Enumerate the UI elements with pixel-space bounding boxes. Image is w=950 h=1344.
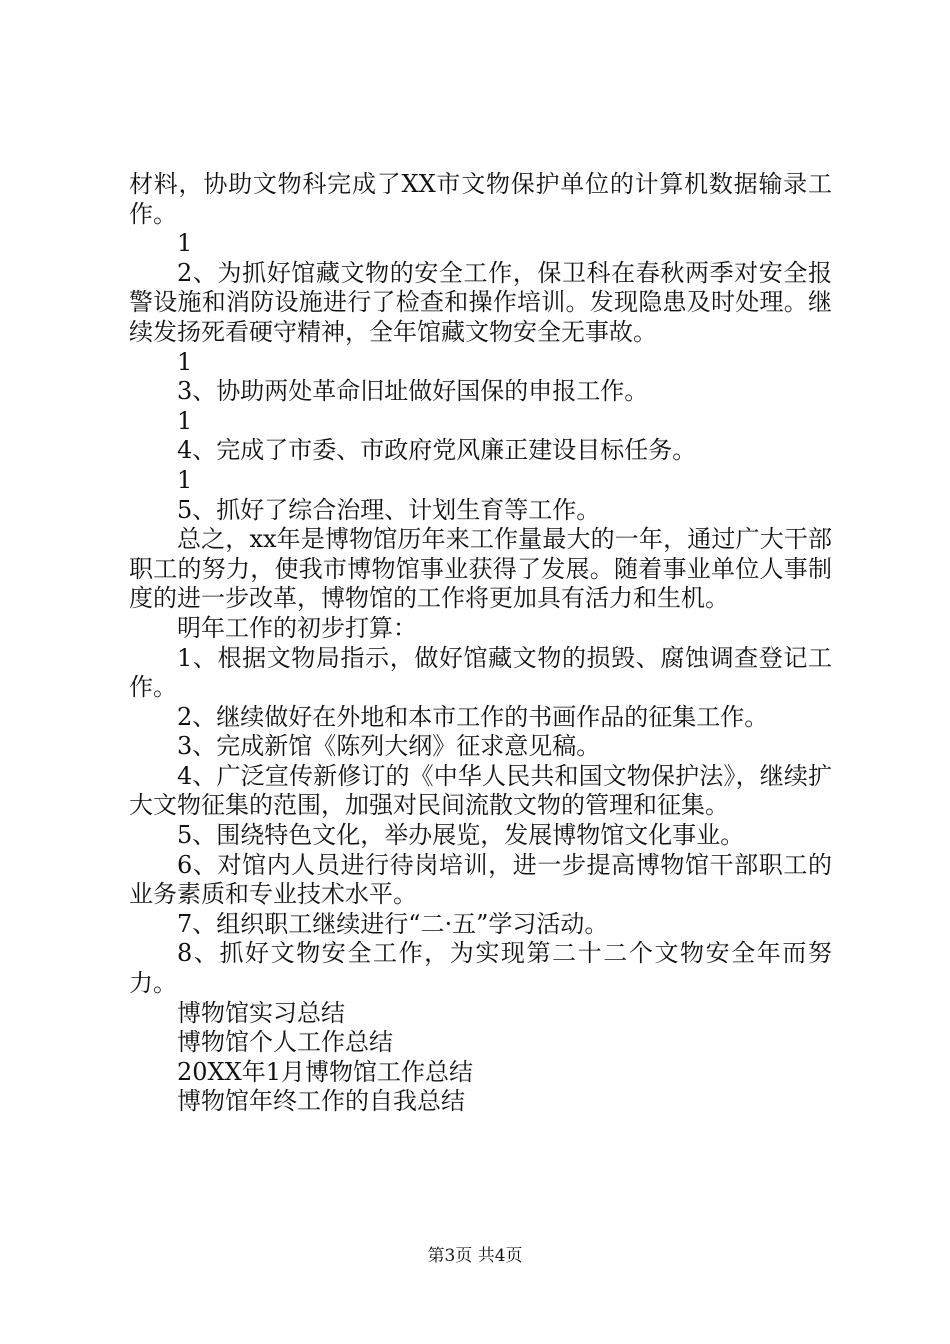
body-paragraph: 博物馆个人工作总结	[177, 1028, 393, 1057]
body-paragraph: 7、组织职工继续进行“二·五”学习活动。	[177, 909, 609, 938]
page-footer: 第3页 共4页	[427, 1246, 523, 1266]
body-paragraph: 1	[177, 229, 193, 258]
body-paragraph: 博物馆年终工作的自我总结	[177, 1087, 465, 1116]
body-paragraph: 2、继续做好在外地和本市工作的书画作品的征集工作。	[177, 702, 769, 731]
body-paragraph: 1、根据文物局指示，做好馆藏文物的损毁、腐蚀调查登记工作。	[129, 643, 832, 702]
body-paragraph: 明年工作的初步打算：	[177, 613, 417, 642]
body-paragraph: 1	[177, 465, 193, 494]
body-paragraph: 5、抓好了综合治理、计划生育等工作。	[177, 495, 601, 524]
body-paragraph: 1	[177, 347, 193, 376]
body-paragraph: 4、广泛宣传新修订的《中华人民共和国文物保护法》，继续扩大文物征集的范围，加强对民间流散文物的管理和征集。	[129, 761, 832, 820]
body-paragraph: 1	[177, 406, 193, 435]
body-paragraph: 8、抓好文物安全工作，为实现第二十二个文物安全年而努力。	[129, 939, 832, 998]
body-paragraph: 4、完成了市委、市政府党风廉正建设目标任务。	[177, 436, 697, 465]
document-body	[129, 170, 832, 1117]
body-paragraph: 5、围绕特色文化，举办展览，发展博物馆文化事业。	[177, 821, 745, 850]
body-paragraph: 总之，xx年是博物馆历年来工作量最大的一年，通过广大干部职工的努力，使我市博物馆事业获得了发展。随着事业单位人事制度的进一步改革，博物馆的工作将更加具有活力和生机。	[129, 525, 832, 613]
body-paragraph: 博物馆实习总结	[177, 998, 345, 1027]
body-paragraph: 6、对馆内人员进行待岗培训，进一步提高博物馆干部职工的业务素质和专业技术水平。	[129, 850, 832, 909]
body-paragraph: 2、为抓好馆藏文物的安全工作，保卫科在春秋两季对安全报警设施和消防设施进行了检查和操作培训。发现隐患及时处理。继续发扬死看硬守精神，全年馆藏文物安全无事故。	[129, 258, 832, 346]
body-paragraph: 材料，协助文物科完成了XX市文物保护单位的计算机数据输录工作。	[129, 170, 832, 228]
body-paragraph: 20XX年1月博物馆工作总结	[177, 1057, 473, 1086]
body-paragraph: 3、协助两处革命旧址做好国保的申报工作。	[177, 377, 649, 406]
body-paragraph: 3、完成新馆《陈列大纲》征求意见稿。	[177, 732, 601, 761]
